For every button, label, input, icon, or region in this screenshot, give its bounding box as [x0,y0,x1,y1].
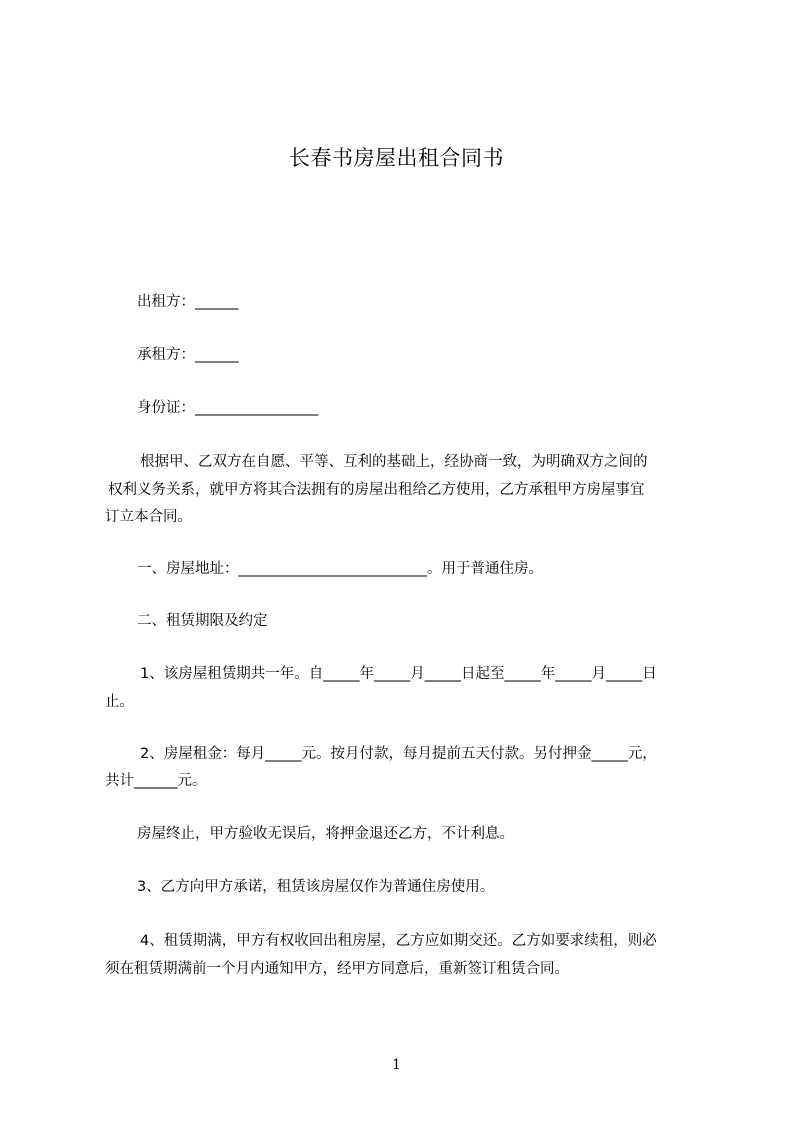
deposit-note: 房屋终止，甲方验收无误后，将押金退还乙方，不计利息。 [137,826,514,842]
clause-2-line-1: 2、房屋租金：每月_____元。按月付款，每月提前五天付款。另付押金_____元， [140,746,657,762]
clause-4-line-2: 须在租赁期满前一个月内通知甲方，经甲方同意后，重新签订租赁合同。 [105,961,569,977]
preamble-line-2: 权利义务关系，就甲方将其合法拥有的房屋出租给乙方使用，乙方承租甲方房屋事宜 [108,482,645,498]
lessor-line: 出租方：______ [137,294,239,310]
document-title: 长春书房屋出租合同书 [289,146,504,170]
preamble-line-3: 订立本合同。 [105,509,192,525]
clause-3: 3、乙方向甲方承诺，租赁该房屋仅作为普通住房使用。 [137,879,495,895]
clause-2-line-2: 共计______元。 [105,773,207,789]
preamble-line-1: 根据甲、乙双方在自愿、平等、互利的基础上，经协商一致，为明确双方之间的 [140,454,648,470]
section-term-heading: 二、租赁期限及约定 [137,613,268,629]
id-card-line: 身份证：_________________ [137,400,319,416]
clause-1-line-1: 1、该房屋租赁期共一年。自_____年_____月_____日起至_____年_____月_____日 [140,666,657,682]
clause-4-line-1: 4、租赁期满，甲方有权收回出租房屋，乙方应如期交还。乙方如要求续租，则必 [140,933,657,949]
page-number: 1 [392,1057,401,1073]
section-address: 一、房屋地址：__________________________。用于普通住房。 [137,561,543,577]
clause-1-line-2: 止。 [105,694,134,710]
lessee-line: 承租方：______ [137,347,239,363]
